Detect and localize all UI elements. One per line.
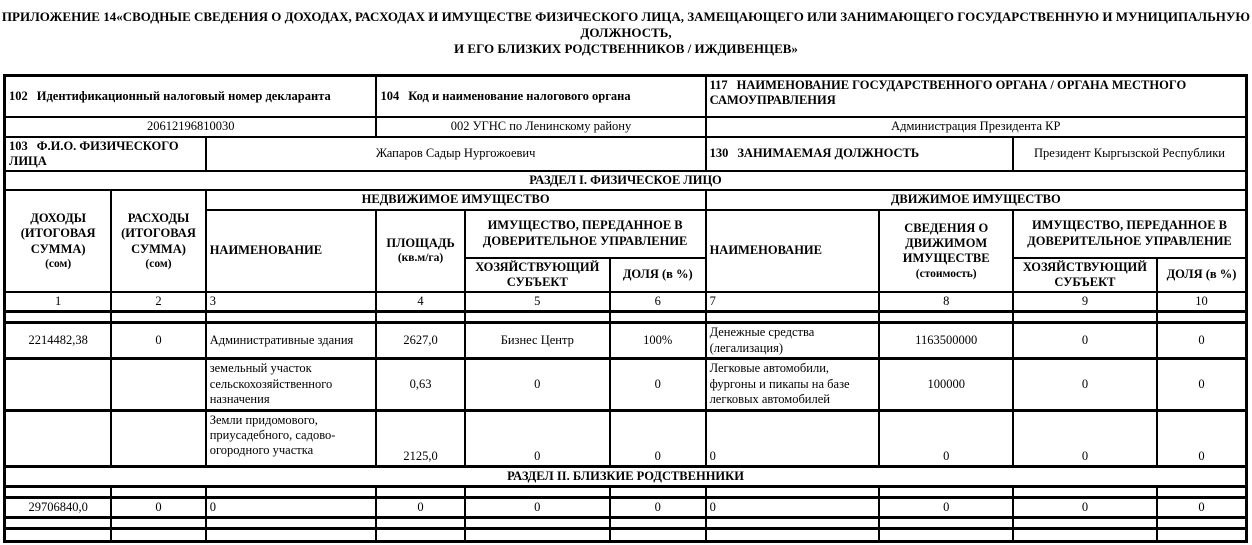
column-number: 8 [879,292,1013,312]
cell-movable-name: Денежные средства (легализация) [706,323,880,359]
col-header-movable-trust: ИМУЩЕСТВО, ПЕРЕДАННОЕ В ДОВЕРИТЕЛЬНОЕ УПРАВЛЕНИЕ [1013,210,1247,258]
empty-row [5,529,1247,542]
cell-movable-name: 0 [706,498,880,518]
column-number: 4 [376,292,464,312]
cell-area: 0 [376,498,464,518]
col-header-income-unit: (сом) [45,257,72,270]
field-102-value: 20612196810030 [5,117,377,137]
cell-movable-entity: 0 [1013,323,1157,359]
cell-immovable-share: 0 [610,498,706,518]
col-header-income: ДОХОДЫ (ИТОГОВАЯ СУММА) (сом) [5,190,112,292]
cell-movable-entity: 0 [1013,358,1157,410]
field-102-code: 102 [9,88,28,103]
table-row [5,358,1247,410]
form-title-line2: И ЕГО БЛИЗКИХ РОДСТВЕННИКОВ / ИЖДИВЕНЦЕВ» [454,41,798,56]
col-header-immovable-trust: ИМУЩЕСТВО, ПЕРЕДАННОЕ В ДОВЕРИТЕЛЬНОЕ УПРАВЛЕНИЕ [465,210,706,258]
col-header-movable-entity: ХОЗЯЙСТВУЮЩИЙ СУБЪЕКТ [1013,258,1157,293]
column-number: 6 [610,292,706,312]
cell-immovable-name: земельный участок сельскохозяйственного назначения [206,358,377,410]
cell-movable-share: 0 [1157,358,1247,410]
column-number: 10 [1157,292,1247,312]
column-number: 2 [111,292,205,312]
cell-area: 2627,0 [376,323,464,359]
cell-expenses: 0 [111,498,205,518]
declaration-table [3,74,1248,543]
section-1-title: РАЗДЕЛ I. ФИЗИЧЕСКОЕ ЛИЦО [5,171,1247,190]
field-130 [706,137,1013,172]
cell-expenses [111,358,205,410]
cell-expenses: 0 [111,323,205,359]
field-103 [5,137,206,172]
cell-income [5,358,112,410]
field-104-label: Код и наименование налогового органа [408,88,631,103]
group-header-immovable: НЕДВИЖИМОЕ ИМУЩЕСТВО [206,190,706,209]
table-row [5,410,1247,466]
empty-row [5,518,1247,529]
cell-immovable-entity: Бизнес Центр [465,323,610,359]
col-header-area: ПЛОЩАДЬ (кв.м/га) [376,210,464,293]
cell-movable-value: 100000 [879,358,1013,410]
column-number: 3 [206,292,377,312]
cell-movable-value: 1163500000 [879,323,1013,359]
field-103-value: Жапаров Садыр Нургожоевич [206,137,706,172]
field-104 [376,76,705,117]
cell-immovable-name: Административные здания [206,323,377,359]
field-130-value: Президент Кыргызской Республики [1013,137,1247,172]
col-header-movable-info-unit: (стоимость) [915,267,977,280]
cell-movable-name: Легковые автомобили, фургоны и пикапы на базе легковых автомобилей [706,358,880,410]
cell-movable-share: 0 [1157,410,1247,466]
field-117-label: НАИМЕНОВАНИЕ ГОСУДАРСТВЕННОГО ОРГАНА / ОРГАНА МЕСТНОГО САМОУПРАВЛЕНИЯ [709,78,1187,108]
cell-expenses [111,410,205,466]
col-header-immovable-entity: ХОЗЯЙСТВУЮЩИЙ СУБЪЕКТ [465,258,610,293]
empty-row [5,487,1247,498]
cell-income: 2214482,38 [5,323,112,359]
cell-immovable-entity: 0 [465,498,610,518]
cell-immovable-name: 0 [206,498,377,518]
col-header-area-unit: (кв.м/га) [397,252,444,265]
group-header-movable: ДВИЖИМОЕ ИМУЩЕСТВО [706,190,1247,209]
cell-income: 29706840,0 [5,498,112,518]
form-title-line1: ПРИЛОЖЕНИЕ 14«СВОДНЫЕ СВЕДЕНИЯ О ДОХОДАХ, РАСХОДАХ И ИМУЩЕСТВЕ ФИЗИЧЕСКОГО ЛИЦА, ЗАМЕЩАЮЩЕГО ИЛИ ЗАНИМАЮЩЕГО ГОСУДАРСТВЕННУЮ И МУНИЦИПАЛЬНУЮ ДОЛЖНОСТЬ, [1,9,1251,40]
cell-immovable-share: 0 [610,410,706,466]
form-title [0,0,1252,57]
col-header-movable-info: СВЕДЕНИЯ О ДВИЖИМОМ ИМУЩЕСТВЕ (стоимость) [879,210,1013,293]
field-117 [706,76,1247,117]
cell-movable-share: 0 [1157,323,1247,359]
cell-immovable-entity: 0 [465,410,610,466]
cell-immovable-name: Земли придомового, приусадебного, садово-огородного участка [206,410,377,466]
field-102-label: Идентификационный налоговый номер декларанта [36,88,331,103]
cell-income [5,410,112,466]
section-2-title: РАЗДЕЛ II. БЛИЗКИЕ РОДСТВЕННИКИ [5,466,1247,486]
field-103-code: 103 [9,138,28,153]
field-104-value: 002 УГНС по Ленинскому району [376,117,705,137]
col-header-immovable-share: ДОЛЯ (в %) [610,258,706,293]
table-row [5,498,1247,518]
field-117-code: 117 [709,78,728,92]
cell-movable-share: 0 [1157,498,1247,518]
col-header-expenses-unit: (сом) [145,257,172,270]
field-117-value: Администрация Президента КР [706,117,1247,137]
col-header-movable-share: ДОЛЯ (в %) [1157,258,1247,293]
table-row [5,323,1247,359]
cell-movable-entity: 0 [1013,410,1157,466]
column-numbers-row [5,292,1247,312]
col-header-immovable-name: НАИМЕНОВАНИЕ [206,210,377,293]
field-130-label: ЗАНИМАЕМАЯ ДОЛЖНОСТЬ [737,146,920,161]
cell-area: 2125,0 [376,410,464,466]
cell-area: 0,63 [376,358,464,410]
column-number: 5 [465,292,610,312]
field-103-label: Ф.И.О. ФИЗИЧЕСКОГО ЛИЦА [9,138,179,168]
cell-movable-value: 0 [879,498,1013,518]
column-number: 9 [1013,292,1157,312]
cell-movable-entity: 0 [1013,498,1157,518]
col-header-expenses: РАСХОДЫ (ИТОГОВАЯ СУММА) (сом) [111,190,205,292]
cell-immovable-share: 0 [610,358,706,410]
empty-row [5,312,1247,323]
cell-movable-name: 0 [706,410,880,466]
col-header-movable-name: НАИМЕНОВАНИЕ [706,210,880,293]
field-130-code: 130 [709,146,729,161]
column-number: 7 [706,292,880,312]
cell-immovable-share: 100% [610,323,706,359]
cell-movable-value: 0 [879,410,1013,466]
field-104-code: 104 [380,88,400,103]
field-102 [5,76,377,117]
column-number: 1 [5,292,112,312]
cell-immovable-entity: 0 [465,358,610,410]
